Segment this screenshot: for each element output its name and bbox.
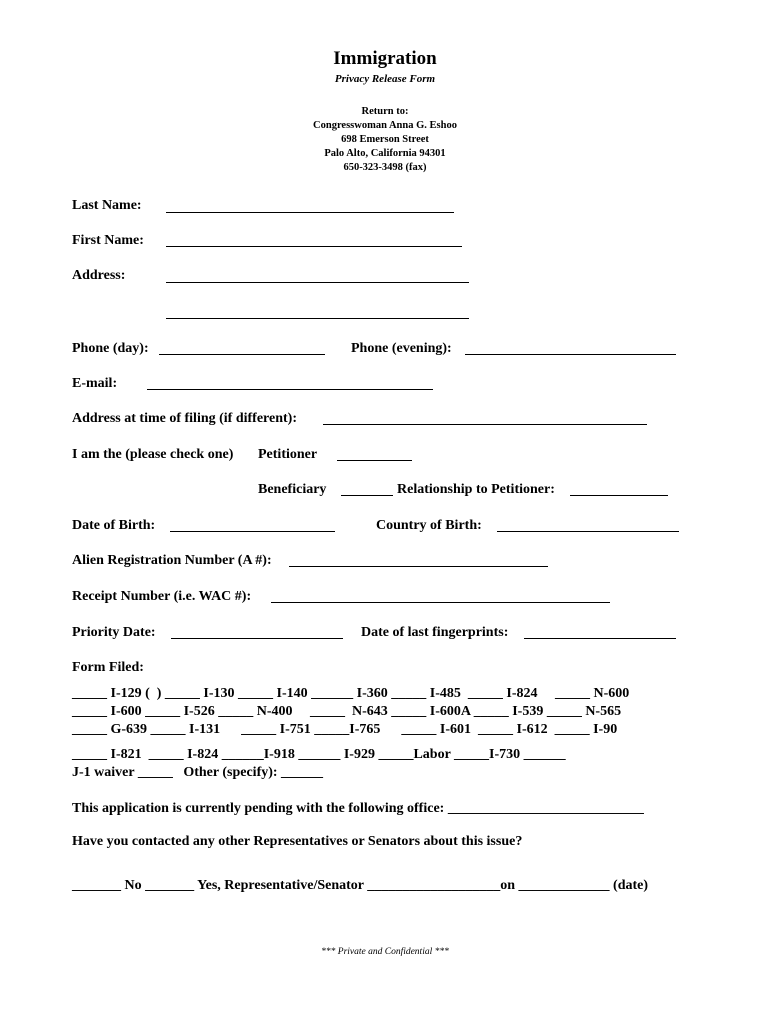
role-question-label: I am the (please check one) — [72, 447, 234, 462]
form-row-1[interactable]: _____ I-129 ( ) _____ I-130 _____ I-140 ______ I-360 _____ I-485 _____ I-824 _____ N-600 — [72, 686, 630, 701]
country-label: Country of Birth: — [376, 518, 482, 533]
city-address: Palo Alto, California 94301 — [324, 148, 446, 159]
petitioner-label: Petitioner — [258, 447, 318, 462]
page-title: Immigration — [333, 48, 437, 69]
alien-number-label: Alien Registration Number (A #): — [72, 553, 272, 568]
contacted-answer-row[interactable]: _______ No _______ Yes, Representative/Senator ___________________on _____________ (date) — [72, 878, 649, 893]
address-input-line-2[interactable] — [166, 318, 469, 319]
petitioner-check-input[interactable] — [337, 460, 412, 461]
address-label: Address: — [72, 268, 126, 283]
first-name-input[interactable] — [166, 246, 462, 247]
form-row-3[interactable]: _____ G-639 _____ I-131 _____ I-751 _____I-765 _____ I-601 _____ I-612 _____ I-90 — [72, 722, 618, 737]
addressee: Congresswoman Anna G. Eshoo — [313, 120, 457, 131]
alien-number-input[interactable] — [289, 566, 548, 567]
form-row-5[interactable]: J-1 waiver _____ Other (specify): ______ — [72, 765, 324, 780]
address-filing-input[interactable] — [323, 424, 647, 425]
return-to-label: Return to: — [361, 106, 409, 117]
dob-label: Date of Birth: — [72, 518, 156, 533]
confidential-footer: *** Private and Confidential *** — [321, 947, 449, 957]
address-filing-label: Address at time of filing (if different): — [72, 411, 297, 426]
priority-date-label: Priority Date: — [72, 625, 156, 640]
receipt-number-input[interactable] — [271, 602, 610, 603]
form-filed-label: Form Filed: — [72, 660, 144, 675]
beneficiary-check-input[interactable] — [341, 495, 393, 496]
fingerprints-label: Date of last fingerprints: — [361, 625, 509, 640]
receipt-number-label: Receipt Number (i.e. WAC #): — [72, 589, 252, 604]
email-input[interactable] — [147, 389, 433, 390]
phone-evening-input[interactable] — [465, 354, 676, 355]
first-name-label: First Name: — [72, 233, 144, 248]
phone-day-label: Phone (day): — [72, 341, 149, 356]
country-input[interactable] — [497, 531, 679, 532]
relationship-label: Relationship to Petitioner: — [397, 482, 555, 497]
address-input-line-1[interactable] — [166, 282, 469, 283]
phone-evening-label: Phone (evening): — [351, 341, 452, 356]
fingerprints-input[interactable] — [524, 638, 676, 639]
form-row-4[interactable]: _____ I-821 _____ I-824 ______I-918 ______ I-929 _____Labor _____I-730 ______ — [72, 747, 566, 762]
fax-number: 650-323-3498 (fax) — [343, 162, 427, 173]
form-row-2[interactable]: _____ I-600 _____ I-526 _____ N-400 _____ N-643 _____ I-600A _____ I-539 _____ N-565 — [72, 704, 622, 719]
pending-office-question[interactable]: This application is currently pending with the following office: ____________________________ — [72, 801, 644, 816]
beneficiary-label: Beneficiary — [258, 482, 327, 497]
dob-input[interactable] — [170, 531, 335, 532]
page-subtitle: Privacy Release Form — [334, 73, 436, 85]
email-label: E-mail: — [72, 376, 118, 391]
street-address: 698 Emerson Street — [341, 134, 429, 145]
relationship-input[interactable] — [570, 495, 668, 496]
phone-day-input[interactable] — [159, 354, 325, 355]
last-name-label: Last Name: — [72, 198, 142, 213]
contacted-question: Have you contacted any other Representatives or Senators about this issue? — [72, 834, 523, 849]
last-name-input[interactable] — [166, 212, 454, 213]
priority-date-input[interactable] — [171, 638, 343, 639]
